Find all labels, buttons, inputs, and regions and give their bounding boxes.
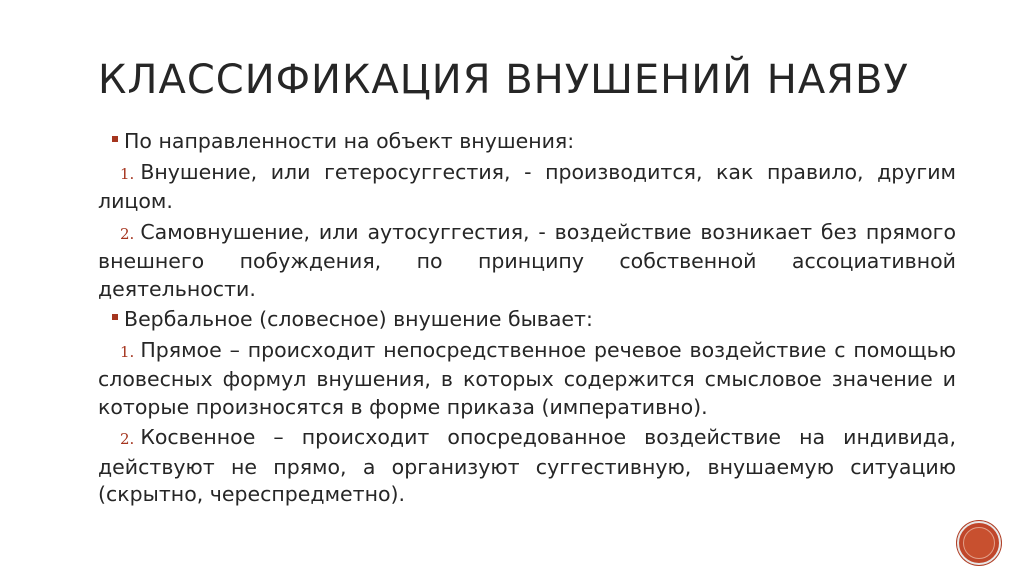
square-bullet-icon [112,136,118,142]
badge-inner-circle [963,527,995,559]
numbered-item [98,219,956,304]
numbered-item [98,424,956,509]
item-text: Внушение, или гетеросуггестия, - производится, как правило, другим лицом. [98,159,956,213]
bullet-text: По направленности на объект внушения: [124,129,575,153]
item-number: 1. [120,342,135,361]
slide-title: КЛАССИФИКАЦИЯ ВНУШЕНИЙ НАЯВУ [98,57,909,103]
square-bullet-icon [112,314,118,320]
bullet-text: Вербальное (словесное) внушение бывает: [124,307,593,331]
slide-badge-icon [957,521,1001,565]
bullet-item [98,128,956,156]
bullet-item [98,306,956,334]
item-text: Прямое – происходит непосредственное речевое воздействие с помощью словесных формул внушения, в которых содержится смысловое значение и которые произносятся в форме приказа (императивно). [98,337,956,419]
numbered-item [98,159,956,216]
item-text: Самовнушение, или аутосуггестия, - воздействие возникает без прямого внешнего побуждения, по принципу собственной ассоциативной деятельности. [98,219,956,301]
item-number: 1. [120,164,135,183]
slide-content [98,128,956,512]
item-text: Косвенное – происходит опосредованное воздействие на индивида, действуют не прямо, а организуют суггестивную, внушаемую ситуацию (скрытно, черeспредметно). [98,425,956,506]
item-number: 2. [120,430,135,448]
numbered-item [98,337,956,422]
item-number: 2. [120,224,135,243]
